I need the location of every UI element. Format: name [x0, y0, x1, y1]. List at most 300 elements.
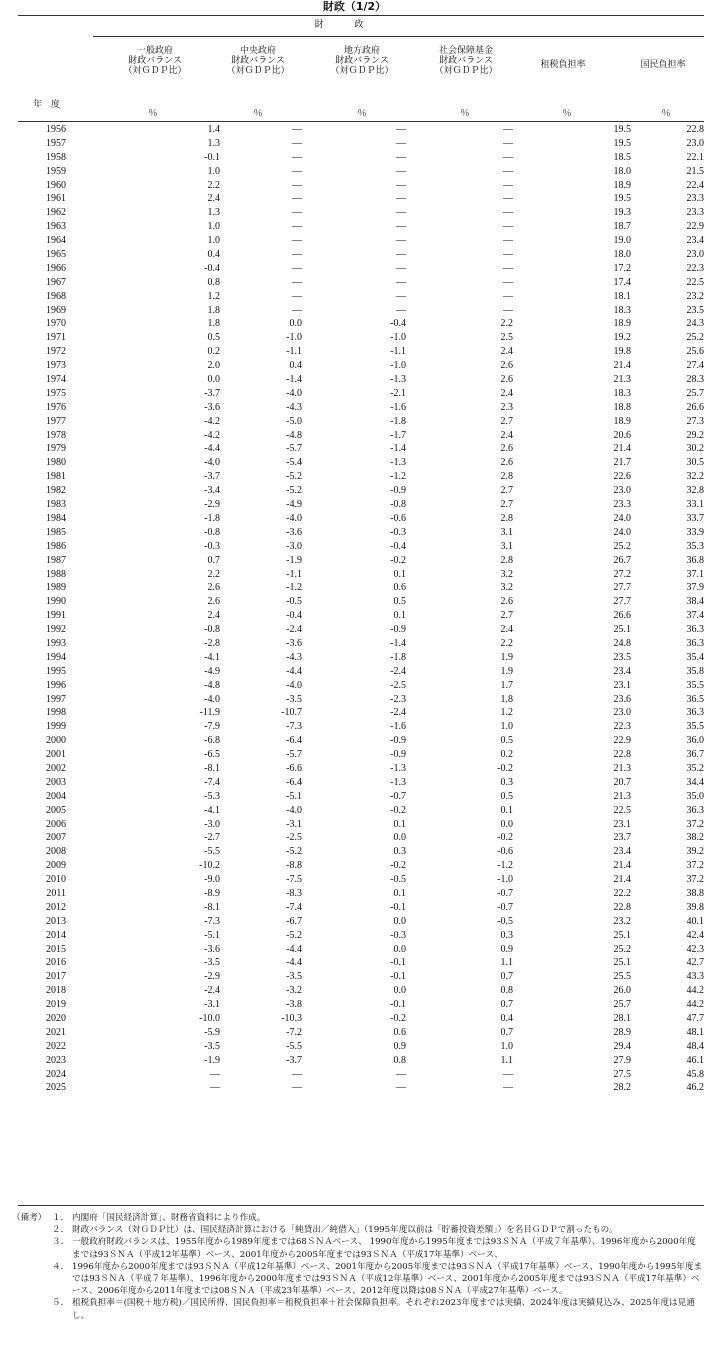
cell-central: ―	[292, 262, 302, 274]
cell-social: 2.6	[500, 360, 513, 372]
table-row	[18, 498, 704, 512]
cell-general: -4.2	[204, 415, 220, 427]
cell-tax: 18.0	[613, 249, 631, 261]
cell-social: 0.3	[500, 776, 513, 788]
cell-central: -3.2	[286, 985, 302, 997]
cell-general: ―	[210, 1082, 220, 1094]
cell-tax: 18.9	[613, 318, 631, 330]
cell-local: -1.4	[390, 637, 406, 649]
cell-tax: 21.4	[613, 443, 631, 455]
cell-tax: 18.8	[613, 401, 631, 413]
cell-year: 2012	[46, 901, 66, 913]
cell-social: 2.5	[500, 332, 513, 344]
cell-local: -1.3	[390, 457, 406, 469]
cell-central: -3.8	[286, 999, 302, 1011]
cell-social: 2.8	[500, 554, 513, 566]
cell-national: 42.3	[686, 943, 704, 955]
cell-national: 36.0	[686, 735, 704, 747]
cell-national: 22.3	[686, 262, 704, 274]
cell-national: 32.2	[686, 471, 704, 483]
cell-central: ―	[292, 276, 302, 288]
cell-national: 38.2	[686, 832, 704, 844]
cell-tax: 28.1	[613, 1013, 631, 1024]
cell-central: -4.0	[286, 512, 302, 524]
cell-national: 22.1	[686, 151, 704, 163]
cell-general: 2.2	[207, 179, 220, 191]
table-row	[18, 179, 704, 193]
cell-local: -0.2	[390, 860, 406, 872]
cell-local: ―	[396, 207, 406, 219]
cell-social: 2.6	[500, 374, 513, 386]
cell-tax: 21.3	[613, 374, 631, 386]
cell-general: 0.7	[207, 554, 220, 566]
cell-central: -6.4	[286, 735, 302, 747]
cell-general: 1.2	[207, 290, 220, 302]
column-header-central: 中央政府 財政バランス （対ＧＤＰ比）	[226, 46, 290, 76]
cell-general: -4.9	[204, 665, 220, 677]
cell-year: 2025	[46, 1082, 66, 1094]
cell-tax: 18.9	[613, 415, 631, 427]
cell-local: 0.1	[393, 818, 406, 830]
cell-year: 1965	[46, 249, 66, 261]
cell-general: -4.1	[204, 651, 220, 663]
note-text: 租税負担率＝(国税＋地方税)／国民所得、国民負担率＝租税負担率＋社会保障負担率。それぞれ2023年度までは実績、2024年度は実績見込み、2025年度は見通し。	[72, 1298, 695, 1321]
cell-local: -0.5	[390, 874, 406, 886]
cell-social: 2.6	[500, 596, 513, 608]
cell-general: ―	[210, 1068, 220, 1080]
cell-year: 1993	[46, 637, 66, 649]
cell-national: 28.3	[686, 374, 704, 386]
cell-tax: 18.9	[613, 179, 631, 191]
cell-central: -5.7	[286, 443, 302, 455]
cell-national: 35.5	[686, 679, 704, 691]
cell-central: ―	[292, 151, 302, 163]
notes-label: （備考）	[12, 1213, 47, 1223]
table-row	[18, 970, 704, 984]
cell-general: 0.4	[207, 249, 220, 261]
cell-national: 36.3	[686, 804, 704, 816]
cell-national: 36.7	[686, 749, 704, 761]
cell-tax: 22.9	[613, 735, 631, 747]
cell-year: 1997	[46, 693, 66, 705]
cell-local: 0.6	[393, 582, 406, 594]
cell-general: -10.0	[199, 1013, 220, 1024]
cell-local: 0.0	[393, 915, 406, 927]
cell-local: -1.8	[390, 651, 406, 663]
cell-general: -1.9	[204, 1054, 220, 1066]
cell-social: 0.1	[500, 804, 513, 816]
cell-year: 2013	[46, 915, 66, 927]
cell-central: ―	[292, 207, 302, 219]
cell-national: 27.3	[686, 415, 704, 427]
cell-year: 2022	[46, 1040, 66, 1052]
cell-social: ―	[503, 304, 513, 316]
cell-year: 2015	[46, 943, 66, 955]
cell-central: -1.1	[286, 568, 302, 580]
table-row	[18, 540, 704, 554]
cell-year: 1964	[46, 235, 66, 247]
cell-tax: 26.0	[613, 985, 631, 997]
cell-central: -10.7	[281, 707, 302, 719]
cell-local: -1.0	[390, 332, 406, 344]
cell-central: ―	[292, 165, 302, 177]
table-row	[18, 734, 704, 748]
cell-national: 22.8	[686, 124, 704, 135]
cell-tax: 18.3	[613, 304, 631, 316]
cell-tax: 27.7	[613, 582, 631, 594]
cell-local: -0.2	[390, 554, 406, 566]
cell-social: 1.0	[500, 1040, 513, 1052]
cell-general: -3.1	[204, 999, 220, 1011]
table-row	[18, 956, 704, 970]
cell-year: 1968	[46, 290, 66, 302]
cell-tax: 23.1	[613, 818, 631, 830]
cell-social: 2.4	[500, 387, 513, 399]
note-text: 1996年度から2000年度までは93ＳＮＡ（平成12年基準）ベース、2001年度から2005年度までは93ＳＮＡ（平成17年基準）ベース、1990年度から1995年度までは93ＳＮＡ（平成７年基準）、1996年度から2000年度までは93ＳＮＡ（平成12年基準）ベース、2001年度から2005年度までは93ＳＮＡ（平成17年基準）ベース、2006年度から2011年度までは08ＳＮＡ（平成23年基準）ベース、2012年度以降は08ＳＮＡ（平成27年基準）ベース。	[72, 1261, 703, 1297]
cell-year: 1962	[46, 207, 66, 219]
table-row	[18, 276, 704, 290]
cell-national: 37.9	[686, 582, 704, 594]
cell-social: 2.7	[500, 610, 513, 622]
cell-local: ―	[396, 290, 406, 302]
cell-tax: 23.7	[613, 832, 631, 844]
cell-national: 36.8	[686, 554, 704, 566]
cell-local: ―	[396, 221, 406, 233]
cell-local: 0.3	[393, 846, 406, 858]
cell-social: ―	[503, 276, 513, 288]
table-row	[18, 512, 704, 526]
cell-general: -3.5	[204, 957, 220, 969]
cell-tax: 19.3	[613, 207, 631, 219]
table-row	[18, 679, 704, 693]
cell-tax: 22.6	[613, 471, 631, 483]
bottom-rule	[18, 1205, 704, 1206]
cell-general: -2.9	[204, 971, 220, 983]
cell-tax: 22.8	[613, 901, 631, 913]
cell-general: -8.9	[204, 887, 220, 899]
note-item	[12, 1224, 704, 1236]
cell-national: 35.8	[686, 665, 704, 677]
cell-year: 1983	[46, 499, 66, 511]
cell-tax: 24.0	[613, 526, 631, 538]
cell-year: 1994	[46, 651, 66, 663]
table-row	[18, 290, 704, 304]
cell-general: 1.8	[207, 304, 220, 316]
cell-year: 1995	[46, 665, 66, 677]
cell-national: 38.4	[686, 596, 704, 608]
cell-local: ―	[396, 1082, 406, 1094]
cell-social: 1.7	[500, 679, 513, 691]
cell-year: 2004	[46, 790, 66, 802]
cell-general: -2.4	[204, 985, 220, 997]
table-row	[18, 831, 704, 845]
cell-social: 0.0	[500, 818, 513, 830]
column-header-social: 社会保障基金 財政バランス （対ＧＤＰ比）	[434, 46, 498, 76]
cell-general: -3.7	[204, 471, 220, 483]
notes-label	[12, 1236, 52, 1260]
cell-central: -8.3	[286, 887, 302, 899]
cell-general: 2.4	[207, 610, 220, 622]
cell-general: -8.1	[204, 901, 220, 913]
cell-tax: 27.5	[613, 1068, 631, 1080]
cell-year: 1972	[46, 346, 66, 358]
cell-central: -4.3	[286, 651, 302, 663]
cell-social: ―	[503, 165, 513, 177]
cell-year: 1961	[46, 193, 66, 205]
cell-social: 2.6	[500, 443, 513, 455]
cell-national: 22.9	[686, 221, 704, 233]
cell-social: -0.7	[497, 901, 513, 913]
cell-social: -0.2	[497, 832, 513, 844]
cell-year: 1977	[46, 415, 66, 427]
cell-year: 2002	[46, 762, 66, 774]
cell-central: -3.6	[286, 526, 302, 538]
cell-year: 1959	[46, 165, 66, 177]
cell-general: -7.9	[204, 721, 220, 733]
cell-social: 3.1	[500, 526, 513, 538]
cell-year: 1992	[46, 624, 66, 636]
cell-tax: 19.5	[613, 137, 631, 149]
column-header-tax: 租税負担率	[540, 60, 586, 70]
table-row	[18, 998, 704, 1012]
cell-general: -3.7	[204, 387, 220, 399]
cell-national: 33.1	[686, 499, 704, 511]
cell-tax: 28.9	[613, 1026, 631, 1038]
cell-local: ―	[396, 165, 406, 177]
cell-central: -3.5	[286, 693, 302, 705]
table-row	[18, 220, 704, 234]
note-number: １．	[52, 1213, 70, 1223]
table-row	[18, 1026, 704, 1040]
cell-year: 1988	[46, 568, 66, 580]
cell-central: -7.3	[286, 721, 302, 733]
cell-national: 38.8	[686, 887, 704, 899]
cell-national: 22.5	[686, 276, 704, 288]
cell-central: -5.7	[286, 749, 302, 761]
cell-social: ―	[503, 179, 513, 191]
cell-central: -3.5	[286, 971, 302, 983]
cell-year: 2001	[46, 749, 66, 761]
cell-general: 0.0	[207, 374, 220, 386]
cell-general: -10.2	[199, 860, 220, 872]
note-item	[12, 1297, 704, 1321]
cell-year: 1971	[46, 332, 66, 344]
cell-national: 47.7	[686, 1013, 704, 1024]
cell-social: 0.9	[500, 943, 513, 955]
cell-national: 29.2	[686, 429, 704, 441]
cell-national: 37.4	[686, 610, 704, 622]
cell-general: -5.3	[204, 790, 220, 802]
table-row	[18, 415, 704, 429]
cell-social: ―	[503, 290, 513, 302]
cell-social: 2.4	[500, 429, 513, 441]
cell-local: ―	[396, 1068, 406, 1080]
unit-social: ％	[460, 109, 470, 119]
cell-general: 1.3	[207, 137, 220, 149]
cell-tax: 23.4	[613, 846, 631, 858]
table-row	[18, 984, 704, 998]
cell-tax: 23.6	[613, 693, 631, 705]
cell-tax: 22.5	[613, 804, 631, 816]
cell-central: -3.6	[286, 637, 302, 649]
cell-local: -1.2	[390, 471, 406, 483]
cell-general: 0.2	[207, 346, 220, 358]
cell-local: -1.7	[390, 429, 406, 441]
cell-year: 1960	[46, 179, 66, 191]
cell-local: 0.1	[393, 568, 406, 580]
cell-year: 2020	[46, 1013, 66, 1024]
top-rule	[18, 15, 704, 16]
cell-social: 0.2	[500, 749, 513, 761]
cell-tax: 25.2	[613, 943, 631, 955]
cell-local: -1.1	[390, 346, 406, 358]
table-row	[18, 401, 704, 415]
cell-general: -3.5	[204, 1040, 220, 1052]
cell-central: -5.2	[286, 485, 302, 497]
note-number: ３．	[52, 1237, 70, 1248]
cell-year: 2014	[46, 929, 66, 941]
cell-general: -6.5	[204, 749, 220, 761]
cell-tax: 22.3	[613, 721, 631, 733]
cell-central: -7.5	[286, 874, 302, 886]
cell-local: ―	[396, 179, 406, 191]
cell-social: 1.9	[500, 665, 513, 677]
cell-national: 39.2	[686, 846, 704, 858]
cell-national: 23.3	[686, 207, 704, 219]
table-row	[18, 151, 704, 165]
cell-social: -0.7	[497, 887, 513, 899]
cell-general: -4.0	[204, 457, 220, 469]
table-row	[18, 790, 704, 804]
note-item	[12, 1261, 704, 1298]
cell-year: 2010	[46, 874, 66, 886]
cell-national: 27.4	[686, 360, 704, 372]
cell-social: 3.2	[500, 582, 513, 594]
cell-central: ―	[292, 304, 302, 316]
cell-social: 2.2	[500, 318, 513, 330]
cell-central: -4.0	[286, 804, 302, 816]
cell-national: 30.2	[686, 443, 704, 455]
cell-national: 21.5	[686, 165, 704, 177]
cell-local: 0.0	[393, 985, 406, 997]
cell-local: -1.6	[390, 721, 406, 733]
unit-tax: ％	[562, 109, 572, 119]
table-row	[18, 943, 704, 957]
cell-local: ―	[396, 151, 406, 163]
cell-tax: 25.1	[613, 929, 631, 941]
cell-national: 35.5	[686, 721, 704, 733]
cell-national: 44.2	[686, 999, 704, 1011]
cell-local: -0.9	[390, 735, 406, 747]
cell-year: 2009	[46, 860, 66, 872]
cell-tax: 23.4	[613, 665, 631, 677]
table-row	[18, 568, 704, 582]
cell-tax: 21.4	[613, 860, 631, 872]
table-row	[18, 609, 704, 623]
cell-general: -0.8	[204, 526, 220, 538]
cell-central: -7.2	[286, 1026, 302, 1038]
cell-local: -0.1	[390, 999, 406, 1011]
cell-general: 1.0	[207, 165, 220, 177]
cell-central: -4.3	[286, 401, 302, 413]
cell-social: ―	[503, 151, 513, 163]
table-row	[18, 804, 704, 818]
cell-tax: 27.9	[613, 1054, 631, 1066]
cell-year: 2008	[46, 846, 66, 858]
table-row	[18, 595, 704, 609]
cell-national: 32.8	[686, 485, 704, 497]
cell-year: 2018	[46, 985, 66, 997]
cell-central: -4.0	[286, 679, 302, 691]
cell-central: -2.4	[286, 624, 302, 636]
cell-tax: 20.6	[613, 429, 631, 441]
cell-local: -0.1	[390, 971, 406, 983]
column-header-local: 地方政府 財政バランス （対ＧＤＰ比）	[330, 46, 394, 76]
cell-local: 0.8	[393, 1054, 406, 1066]
cell-general: -2.8	[204, 637, 220, 649]
cell-national: 33.7	[686, 512, 704, 524]
cell-year: 1982	[46, 485, 66, 497]
cell-social: 2.4	[500, 346, 513, 358]
cell-central: -5.0	[286, 415, 302, 427]
cell-tax: 25.7	[613, 999, 631, 1011]
cell-local: -0.4	[390, 540, 406, 552]
table-row	[18, 456, 704, 470]
cell-central: -1.9	[286, 554, 302, 566]
cell-central: -6.7	[286, 915, 302, 927]
cell-central: -7.4	[286, 901, 302, 913]
column-header-general: 一般政府 財政バランス （対ＧＤＰ比）	[123, 46, 187, 76]
cell-general: -1.8	[204, 512, 220, 524]
cell-local: 0.0	[393, 832, 406, 844]
cell-central: -4.0	[286, 387, 302, 399]
table-row	[18, 776, 704, 790]
cell-social: 1.0	[500, 721, 513, 733]
cell-local: -2.4	[390, 665, 406, 677]
cell-national: 35.0	[686, 790, 704, 802]
cell-national: 48.4	[686, 1040, 704, 1052]
cell-national: 46.1	[686, 1054, 704, 1066]
cell-central: -6.6	[286, 762, 302, 774]
cell-national: 30.5	[686, 457, 704, 469]
cell-local: 0.0	[393, 943, 406, 955]
cell-central: 0.4	[289, 360, 302, 372]
cell-year: 1967	[46, 276, 66, 288]
cell-year: 1985	[46, 526, 66, 538]
table-row	[18, 387, 704, 401]
cell-central: ―	[292, 235, 302, 247]
cell-year: 1966	[46, 262, 66, 274]
table-row	[18, 1081, 704, 1095]
cell-social: 0.5	[500, 790, 513, 802]
cell-national: 35.2	[686, 762, 704, 774]
cell-national: 42.4	[686, 929, 704, 941]
note-number: ４．	[52, 1261, 70, 1272]
table-row	[18, 665, 704, 679]
cell-local: -1.8	[390, 415, 406, 427]
cell-national: 46.2	[686, 1082, 704, 1094]
cell-local: ―	[396, 276, 406, 288]
cell-general: 2.6	[207, 596, 220, 608]
note-item	[12, 1236, 704, 1260]
cell-national: 25.7	[686, 387, 704, 399]
cell-national: 23.5	[686, 304, 704, 316]
cell-tax: 22.8	[613, 749, 631, 761]
cell-general: 0.8	[207, 276, 220, 288]
table-row	[18, 873, 704, 887]
cell-tax: 27.7	[613, 596, 631, 608]
cell-central: ―	[292, 1082, 302, 1094]
